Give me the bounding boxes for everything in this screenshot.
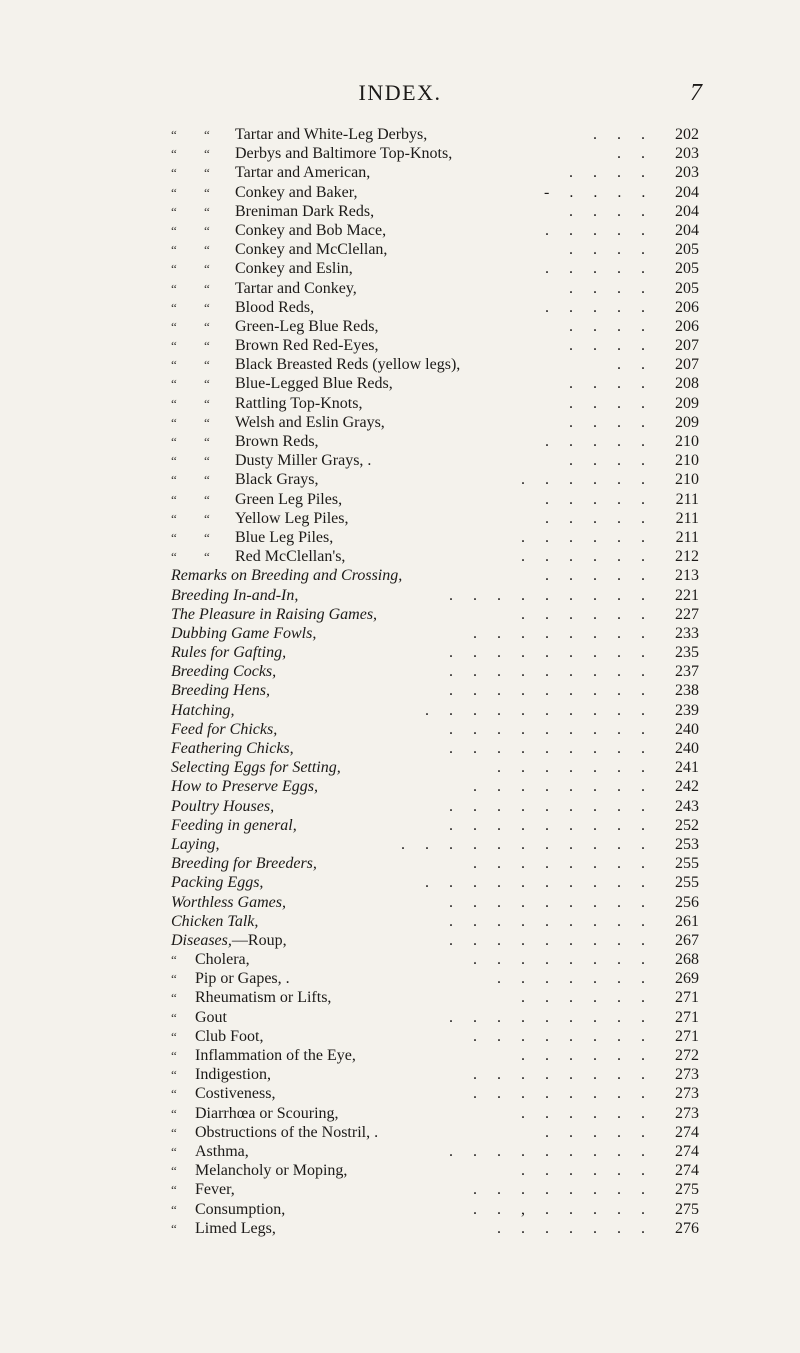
page-ref: 256 xyxy=(675,893,699,911)
index-entry xyxy=(0,451,800,470)
index-entry xyxy=(0,681,800,700)
page-ref: 240 xyxy=(675,720,699,738)
page-ref: 240 xyxy=(675,740,699,757)
entry-title: Club Foot, xyxy=(195,1027,264,1045)
index-entry xyxy=(0,528,800,547)
index-entry xyxy=(0,259,800,278)
entry-title: Breniman Dark Reds, xyxy=(235,202,375,220)
index-entry xyxy=(0,1161,800,1180)
ditto-mark: “ xyxy=(171,1009,177,1025)
index-entry xyxy=(0,1104,800,1123)
dot-leader: . . . . . . . . . xyxy=(449,912,645,930)
ditto-mark: “ xyxy=(204,318,210,334)
dot-leader: . . . . . xyxy=(545,298,645,316)
index-entry xyxy=(0,758,800,777)
page-title: INDEX. xyxy=(358,80,442,105)
entry-title: Pip or Gapes, . xyxy=(195,970,290,988)
ditto-mark: “ xyxy=(204,434,210,449)
page-ref: 272 xyxy=(675,1047,699,1064)
index-entry xyxy=(0,662,800,681)
page-ref: 271 xyxy=(675,1027,699,1045)
dot-leader: . . . . . xyxy=(545,260,645,278)
entry-title: Welsh and Eslin Grays, xyxy=(235,413,385,431)
entry-title: Tartar and American, xyxy=(235,164,371,182)
page-ref: 239 xyxy=(675,701,699,719)
ditto-mark: “ xyxy=(204,453,210,469)
page-ref: 271 xyxy=(675,1008,699,1026)
ditto-mark: “ xyxy=(171,1201,177,1217)
ditto-mark: “ xyxy=(204,529,210,545)
page-ref: 209 xyxy=(675,394,699,412)
entry-title: Tartar and Conkey, xyxy=(235,279,357,297)
dot-leader: . . . . xyxy=(569,413,645,431)
entry-title: Rattling Top-Knots, xyxy=(235,394,363,412)
page-ref: 238 xyxy=(675,682,699,700)
index-entry xyxy=(0,1123,800,1142)
ditto-mark: “ xyxy=(204,222,210,238)
index-entry xyxy=(0,240,800,259)
entry-title: Feed for Chicks, xyxy=(171,720,278,738)
ditto-mark: “ xyxy=(171,434,177,449)
dot-leader: . . . . . . . . xyxy=(473,778,645,796)
dot-leader: . . . . . . . . xyxy=(473,1027,645,1045)
page-ref: 267 xyxy=(675,931,699,949)
dot-leader: . . . . . xyxy=(545,221,645,239)
dot-leader: . . . . . . . . . xyxy=(449,682,645,700)
entry-title: Black Breasted Reds (yellow legs), xyxy=(235,356,461,374)
entry-title: Derbys and Baltimore Top-Knots, xyxy=(235,145,453,163)
ditto-mark: “ xyxy=(204,184,210,200)
page-ref: 253 xyxy=(675,835,699,853)
entry-title: Conkey and McClellan, xyxy=(235,241,388,259)
page-ref: 275 xyxy=(675,1181,699,1199)
dot-leader: . . . . xyxy=(569,279,645,297)
dot-leader: . . . . . . . . xyxy=(473,855,645,873)
page-ref: 203 xyxy=(675,164,699,182)
dot-leader: . . . . xyxy=(569,241,645,259)
index-entry xyxy=(0,279,800,298)
page-ref: 241 xyxy=(675,759,699,777)
dot-leader: . . . . xyxy=(569,164,645,182)
page-number: 7 xyxy=(690,80,702,106)
entry-title: Dusty Miller Grays, . xyxy=(235,452,372,470)
dot-leader: . . . . xyxy=(569,337,645,355)
index-entry xyxy=(0,144,800,163)
entry-title: Conkey and Baker, xyxy=(235,183,358,201)
index-entry xyxy=(0,893,800,912)
ditto-mark: “ xyxy=(171,222,177,238)
index-entry xyxy=(0,931,800,950)
ditto-mark: “ xyxy=(204,338,210,354)
entry-title: Melancholy or Moping, xyxy=(195,1162,348,1180)
dot-leader: . . . . . . xyxy=(521,605,645,623)
index-entry xyxy=(0,835,800,854)
entry-title: Fever, xyxy=(195,1181,235,1199)
index-entry xyxy=(0,336,800,355)
page-ref: 269 xyxy=(675,970,699,988)
index-entry xyxy=(0,720,800,739)
page-ref: 268 xyxy=(675,951,699,969)
index-entry xyxy=(0,221,800,240)
ditto-mark: “ xyxy=(204,414,210,430)
page-ref: 210 xyxy=(675,452,699,470)
index-entry xyxy=(0,547,800,566)
page-ref: 237 xyxy=(675,663,699,681)
dot-leader: . . . . . xyxy=(545,433,645,450)
page-ref: 202 xyxy=(675,126,699,143)
entry-title: Dubbing Game Fowls, xyxy=(171,624,317,642)
ditto-mark: “ xyxy=(171,453,177,469)
index-entry xyxy=(0,777,800,796)
ditto-mark: “ xyxy=(171,1048,177,1063)
index-entry xyxy=(0,1046,800,1065)
index-entry xyxy=(0,374,800,393)
page-ref: 274 xyxy=(675,1123,699,1141)
ditto-mark: “ xyxy=(204,280,210,296)
ditto-mark: “ xyxy=(204,146,210,162)
index-entry xyxy=(0,1219,800,1238)
entry-title: Selecting Eggs for Setting, xyxy=(171,759,341,777)
ditto-mark: “ xyxy=(204,491,210,507)
dot-leader: . . . . . xyxy=(545,567,645,585)
page-ref: 207 xyxy=(675,337,699,355)
ditto-mark: “ xyxy=(171,1028,177,1044)
ditto-mark: “ xyxy=(204,165,210,181)
index-entry xyxy=(0,643,800,662)
ditto-mark: “ xyxy=(204,549,210,565)
ditto-mark: “ xyxy=(171,395,177,411)
ditto-mark: “ xyxy=(171,529,177,545)
page-ref: 276 xyxy=(675,1219,699,1237)
index-entry xyxy=(0,586,800,605)
entry-title: Laying, xyxy=(171,835,220,853)
ditto-mark: “ xyxy=(204,203,210,219)
entry-title: Black Grays, xyxy=(235,471,319,489)
page-ref: 204 xyxy=(675,221,699,239)
dot-leader: . . . . xyxy=(569,452,645,470)
dot-leader: . . . . . . . . . . . xyxy=(401,835,645,853)
page-ref: 205 xyxy=(675,279,699,297)
entry-title: Poultry Houses, xyxy=(171,797,275,815)
dot-leader: . . . . . . xyxy=(521,1047,645,1064)
entry-title: Remarks on Breeding and Crossing, xyxy=(171,567,403,585)
index-list xyxy=(0,125,800,1238)
dot-leader: . . . . . . xyxy=(521,471,645,489)
index-entry xyxy=(0,1180,800,1199)
index-entry xyxy=(0,1200,800,1219)
page-ref: 206 xyxy=(675,317,699,335)
entry-title: Indigestion, xyxy=(195,1066,271,1084)
dot-leader: . . . . . . . xyxy=(497,970,645,988)
dot-leader: . . . . . . . . . xyxy=(449,586,645,604)
index-entry xyxy=(0,413,800,432)
entry-title: Cholera, xyxy=(195,951,250,969)
ditto-mark: “ xyxy=(171,510,177,526)
dot-leader: . . xyxy=(617,356,645,374)
entry-title: Green-Leg Blue Reds, xyxy=(235,317,379,335)
page-ref: 203 xyxy=(675,145,699,163)
entry-title: Costiveness, xyxy=(195,1085,276,1103)
index-entry xyxy=(0,432,800,451)
index-entry xyxy=(0,125,800,144)
entry-title: Hatching, xyxy=(171,701,235,719)
ditto-mark: “ xyxy=(171,376,177,392)
page-ref: 261 xyxy=(675,912,699,930)
entry-title: Red McClellan's, xyxy=(235,548,346,566)
dot-leader: . . . . . . . . xyxy=(473,951,645,969)
index-entry xyxy=(0,470,800,489)
ditto-mark: “ xyxy=(171,1067,177,1083)
dot-leader: . . . . . . xyxy=(521,548,645,566)
dot-leader: . . . . . . . . . xyxy=(449,663,645,681)
entry-title: Limed Legs, xyxy=(195,1219,276,1237)
entry-title: Obstructions of the Nostril, . xyxy=(195,1123,379,1141)
dot-leader: . . . . . xyxy=(545,490,645,508)
entry-title: Conkey and Bob Mace, xyxy=(235,221,387,239)
index-entry xyxy=(0,509,800,528)
ditto-mark: “ xyxy=(171,414,177,430)
page-header xyxy=(0,80,800,110)
page-ref: 211 xyxy=(675,528,699,546)
index-entry xyxy=(0,912,800,931)
page-ref: 255 xyxy=(675,855,699,873)
ditto-mark: “ xyxy=(171,1124,177,1140)
page-ref: 209 xyxy=(675,413,699,431)
dot-leader: . . . . . . xyxy=(521,1104,645,1122)
page-ref: 208 xyxy=(675,375,699,393)
ditto-mark: “ xyxy=(204,357,210,373)
index-entry xyxy=(0,163,800,182)
ditto-mark: “ xyxy=(204,261,210,277)
dot-leader: . . . . . . xyxy=(521,1162,645,1180)
ditto-mark: “ xyxy=(171,242,177,258)
ditto-mark: “ xyxy=(171,261,177,277)
ditto-mark: “ xyxy=(171,1086,177,1102)
page-ref: 255 xyxy=(675,874,699,892)
dot-leader: . . . . . . . . xyxy=(473,1085,645,1103)
page-ref: 243 xyxy=(675,797,699,815)
index-entry xyxy=(0,1008,800,1027)
dot-leader: . . . . xyxy=(569,375,645,393)
page-ref: 252 xyxy=(675,816,699,834)
entry-title: Blue Leg Piles, xyxy=(235,528,334,546)
ditto-mark: “ xyxy=(171,299,177,315)
index-entry xyxy=(0,394,800,413)
index-entry xyxy=(0,797,800,816)
entry-title xyxy=(171,931,287,950)
entry-title: Breeding Hens, xyxy=(171,682,270,700)
ditto-mark: “ xyxy=(171,165,177,181)
index-entry xyxy=(0,739,800,758)
index-entry xyxy=(0,183,800,202)
index-entry xyxy=(0,1027,800,1046)
page-ref: 242 xyxy=(675,778,699,796)
page-ref: 210 xyxy=(675,433,699,450)
entry-title: Breeding Cocks, xyxy=(171,663,277,681)
page-ref: 275 xyxy=(675,1200,699,1218)
index-entry xyxy=(0,816,800,835)
ditto-mark: “ xyxy=(204,510,210,526)
entry-title: Diarrhœa or Scouring, xyxy=(195,1104,339,1122)
index-entry xyxy=(0,355,800,374)
index-entry xyxy=(0,701,800,720)
dot-leader: . . . . . . . . . . xyxy=(425,874,645,892)
dot-leader: . . . . . . . . xyxy=(473,624,645,642)
index-entry xyxy=(0,1084,800,1103)
entry-title: Inflammation of the Eye, xyxy=(195,1047,356,1064)
ditto-mark: “ xyxy=(204,395,210,411)
page-ref: 206 xyxy=(675,298,699,316)
dot-leader: . . . . . . . . . xyxy=(449,644,645,662)
entry-title: Brown Red Red-Eyes, xyxy=(235,337,379,355)
entry-title: Tartar and White-Leg Derbys, xyxy=(235,126,428,143)
entry-title: Rheumatism or Lifts, xyxy=(195,989,332,1007)
dot-leader: . . . . . . xyxy=(521,989,645,1007)
dot-leader: . . . . . . . . . xyxy=(449,893,645,911)
ditto-mark: “ xyxy=(171,1105,177,1121)
ditto-mark: “ xyxy=(204,127,210,142)
dot-leader: . . . . . . xyxy=(521,528,645,546)
page-ref: 211 xyxy=(675,490,699,508)
ditto-mark: “ xyxy=(171,338,177,354)
entry-title: Feathering Chicks, xyxy=(171,740,294,757)
page-ref: 233 xyxy=(675,624,699,642)
ditto-mark: “ xyxy=(171,146,177,162)
entry-subtitle: —Roup, xyxy=(231,931,287,949)
entry-title: Gout xyxy=(195,1008,227,1026)
entry-label: Diseases, xyxy=(171,931,232,949)
dot-leader: - . . . . xyxy=(544,183,646,201)
index-entry xyxy=(0,605,800,624)
entry-title: Blue-Legged Blue Reds, xyxy=(235,375,393,393)
ditto-mark: “ xyxy=(171,952,177,968)
dot-leader: . . . . . xyxy=(545,1123,645,1141)
page-ref: 207 xyxy=(675,356,699,374)
ditto-mark: “ xyxy=(204,299,210,315)
dot-leader: . . . . . . . . . xyxy=(449,1008,645,1026)
page-ref: 205 xyxy=(675,241,699,259)
page-ref: 273 xyxy=(675,1104,699,1122)
dot-leader: . . . . . . . . . . xyxy=(425,701,645,719)
dot-leader: . . . . . . . xyxy=(497,759,645,777)
entry-title: Breeding for Breeders, xyxy=(171,855,317,873)
dot-leader: . . . . xyxy=(569,394,645,412)
page-ref: 235 xyxy=(675,644,699,662)
index-entry xyxy=(0,854,800,873)
index-entry xyxy=(0,950,800,969)
entry-title: Conkey and Eslin, xyxy=(235,260,353,278)
index-entry xyxy=(0,1065,800,1084)
dot-leader: . . . . . . . xyxy=(497,1219,645,1237)
ditto-mark: “ xyxy=(171,127,177,142)
index-entry xyxy=(0,1142,800,1161)
entry-title: The Pleasure in Raising Games, xyxy=(171,605,378,623)
ditto-mark: “ xyxy=(204,472,210,488)
entry-title: Packing Eggs, xyxy=(171,874,264,892)
page-ref: 213 xyxy=(675,567,699,585)
index-entry xyxy=(0,873,800,892)
entry-title: Asthma, xyxy=(195,1142,249,1160)
index-entry xyxy=(0,624,800,643)
page-ref: 204 xyxy=(675,183,699,201)
dot-leader: . . xyxy=(617,145,645,163)
page-ref: 273 xyxy=(675,1085,699,1103)
ditto-mark: “ xyxy=(171,1182,177,1198)
ditto-mark: “ xyxy=(171,357,177,373)
entry-title: How to Preserve Eggs, xyxy=(171,778,318,796)
ditto-mark: “ xyxy=(171,990,177,1006)
entry-title: Rules for Gafting, xyxy=(171,644,287,662)
ditto-mark: “ xyxy=(204,242,210,258)
dot-leader: . . . . xyxy=(569,317,645,335)
index-entry xyxy=(0,202,800,221)
ditto-mark: “ xyxy=(171,1143,177,1159)
index-entry xyxy=(0,988,800,1007)
page-ref: 204 xyxy=(675,202,699,220)
ditto-mark: “ xyxy=(171,280,177,296)
ditto-mark: “ xyxy=(171,971,177,987)
index-entry xyxy=(0,969,800,988)
page-ref: 210 xyxy=(675,471,699,489)
ditto-mark: “ xyxy=(171,203,177,219)
page-ref: 273 xyxy=(675,1066,699,1084)
dot-leader: . . . . xyxy=(569,202,645,220)
ditto-mark: “ xyxy=(171,1163,177,1179)
entry-title: Brown Reds, xyxy=(235,433,319,450)
index-entry xyxy=(0,566,800,585)
entry-title: Feeding in general, xyxy=(171,816,297,834)
entry-title: Green Leg Piles, xyxy=(235,490,343,508)
page-ref: 212 xyxy=(675,548,699,566)
index-entry xyxy=(0,317,800,336)
entry-title: Yellow Leg Piles, xyxy=(235,509,349,527)
dot-leader: . . . . . . . . . xyxy=(449,1142,645,1160)
page-ref: 271 xyxy=(675,989,699,1007)
page-ref: 211 xyxy=(675,509,699,527)
dot-leader: . . . . . xyxy=(545,509,645,527)
ditto-mark: “ xyxy=(204,376,210,392)
dot-leader: . . . . . . . . . xyxy=(449,740,645,757)
dot-leader: . . . . . . . . xyxy=(473,1181,645,1199)
ditto-mark: “ xyxy=(171,184,177,200)
page-ref: 221 xyxy=(675,586,699,604)
dot-leader: . . . . . . . . . xyxy=(449,720,645,738)
page-ref: 274 xyxy=(675,1162,699,1180)
page-ref: 227 xyxy=(675,605,699,623)
index-entry xyxy=(0,490,800,509)
entry-title: Blood Reds, xyxy=(235,298,315,316)
dot-leader: . . . . . . . . xyxy=(473,1066,645,1084)
ditto-mark: “ xyxy=(171,318,177,334)
entry-title: Worthless Games, xyxy=(171,893,286,911)
ditto-mark: “ xyxy=(171,549,177,565)
page-ref: 274 xyxy=(675,1142,699,1160)
dot-leader: . . . . . . . . . xyxy=(449,816,645,834)
dot-leader: . . , . . . . . xyxy=(473,1200,645,1218)
page-ref: 205 xyxy=(675,260,699,278)
dot-leader: . . . . . . . . . xyxy=(449,931,645,949)
entry-title: Chicken Talk, xyxy=(171,912,259,930)
entry-title: Breeding In-and-In, xyxy=(171,586,299,604)
dot-leader: . . . . . . . . . xyxy=(449,797,645,815)
dot-leader: . . . xyxy=(593,126,645,143)
ditto-mark: “ xyxy=(171,1220,177,1236)
index-entry xyxy=(0,298,800,317)
ditto-mark: “ xyxy=(171,472,177,488)
ditto-mark: “ xyxy=(171,491,177,507)
entry-title: Consumption, xyxy=(195,1200,286,1218)
